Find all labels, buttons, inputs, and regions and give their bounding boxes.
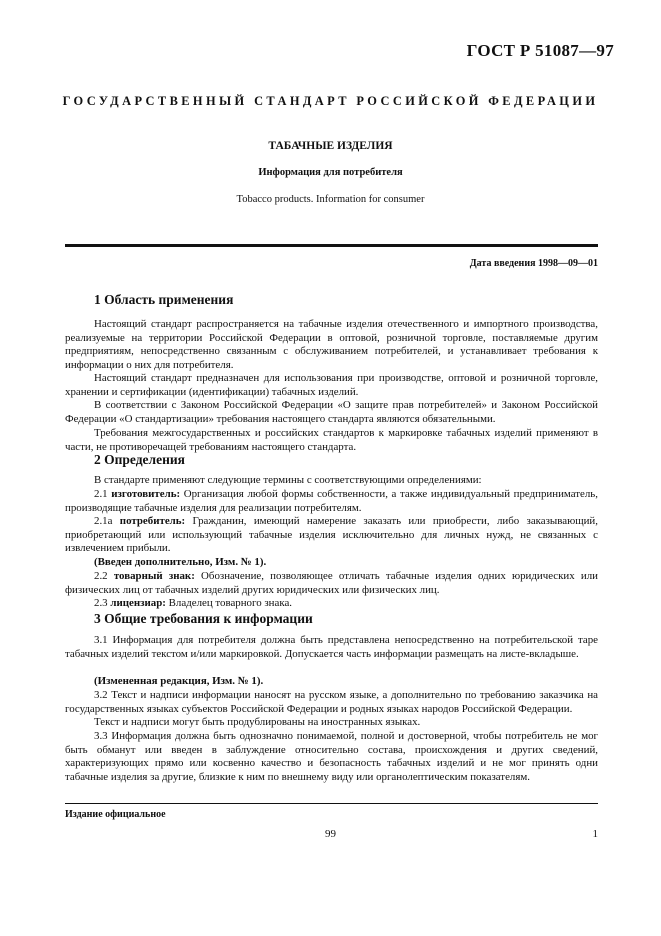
definition-consumer: 2.1а потребитель: Гражданин, имеющий намерение заказать или приобрести, либо заказывающий, приобретающий или использующий табачные изделия исключительно для личных нужд, не связанных с извлечением прибыли. — [65, 515, 598, 555]
section-3-heading: 3 Общие требования к информации — [94, 611, 313, 626]
section-1-paragraph: В соответствии с Законом Российской Федерации «О защите прав потребителей» и Законом Российской Федерации «О стандартизации» требования настоящего стандарта являются обязательными. — [65, 399, 598, 425]
section-2-heading: 2 Определения — [94, 452, 185, 467]
document-subtitle: Информация для потребителя — [258, 167, 403, 178]
definition-licensor: 2.3 лицензиар: Владелец товарного знака. — [94, 597, 293, 609]
section-3-paragraph: Текст и надписи могут быть продублированы на иностранных языках. — [94, 716, 421, 728]
page-number: 99 — [325, 828, 336, 840]
section-1-paragraph: Настоящий стандарт предназначен для использования при производстве, оптовой и розничной торговле, хранении и сертификации (идентификации) табачных изделий. — [65, 372, 598, 398]
section-3-paragraph: 3.1 Информация для потребителя должна быть представлена непосредственно на потребительской таре табачных изделий текстом и/или маркировкой. Допускается часть информации размещать на листе-вкладыше. — [65, 634, 598, 660]
section-2-intro: В стандарте применяют следующие термины с соответствующими определениями: — [94, 474, 482, 486]
amendment-note: (Введен дополнительно, Изм. № 1). — [94, 556, 267, 568]
edition-label: Издание официальное — [65, 809, 166, 820]
footer-rule — [65, 803, 598, 804]
section-1-paragraph: Настоящий стандарт распространяется на табачные изделия отечественного и импортного производства, реализуемые на территории Российской Федерации в оптовой, розничной торговле, поставляемые другим предприятиям, непосредственно связанным с обслуживанием потребителей, и устанавливает требования к информации о них для потребителя. — [65, 318, 598, 372]
section-1-heading: 1 Область применения — [94, 292, 234, 307]
section-3-paragraph: 3.3 Информация должна быть однозначно понимаемой, полной и достоверной, чтобы потребитель не мог быть обманут или введен в заблуждение относительно состава, происхождения и других сведений, характеризующих прямо или косвенно качество и безопасность табачных изделий и не мог принять одни табачные изделия за другие, близкие к ним по внешнему виду или органолептическим показателям. — [65, 730, 598, 784]
section-3-paragraph: 3.2 Текст и надписи информации наносят на русском языке, а дополнительно по требованию заказчика на государственных языках субъектов Российской Федерации и родных языках народов Российской Федерации. — [65, 689, 598, 715]
document-code: ГОСТ Р 51087—97 — [466, 41, 614, 60]
definition-trademark: 2.2 товарный знак: Обозначение, позволяющее отличать табачные изделия одних юридических или физических лиц от табачных изделий других юридических или физических лиц. — [65, 570, 598, 596]
english-title: Tobacco products. Information for consumer — [236, 194, 425, 205]
section-1-paragraph: Требования межгосударственных и российских стандартов к маркировке табачных изделий применяют в части, не противоречащей требованиям настоящего стандарта. — [65, 427, 598, 453]
introduction-date: Дата введения 1998—09—01 — [469, 258, 598, 269]
state-standard-title: ГОСУДАРСТВЕННЫЙ СТАНДАРТ РОССИЙСКОЙ ФЕДЕРАЦИИ — [62, 94, 599, 108]
definition-manufacturer: 2.1 изготовитель: Организация любой формы собственности, а также индивидуальный предприниматель, производящие табачные изделия для реализации потребителям. — [65, 488, 598, 514]
document-title: ТАБАЧНЫЕ ИЗДЕЛИЯ — [268, 140, 393, 152]
sheet-number: 1 — [592, 828, 598, 840]
header-rule — [65, 244, 598, 247]
amendment-note: (Измененная редакция, Изм. № 1). — [94, 675, 264, 687]
